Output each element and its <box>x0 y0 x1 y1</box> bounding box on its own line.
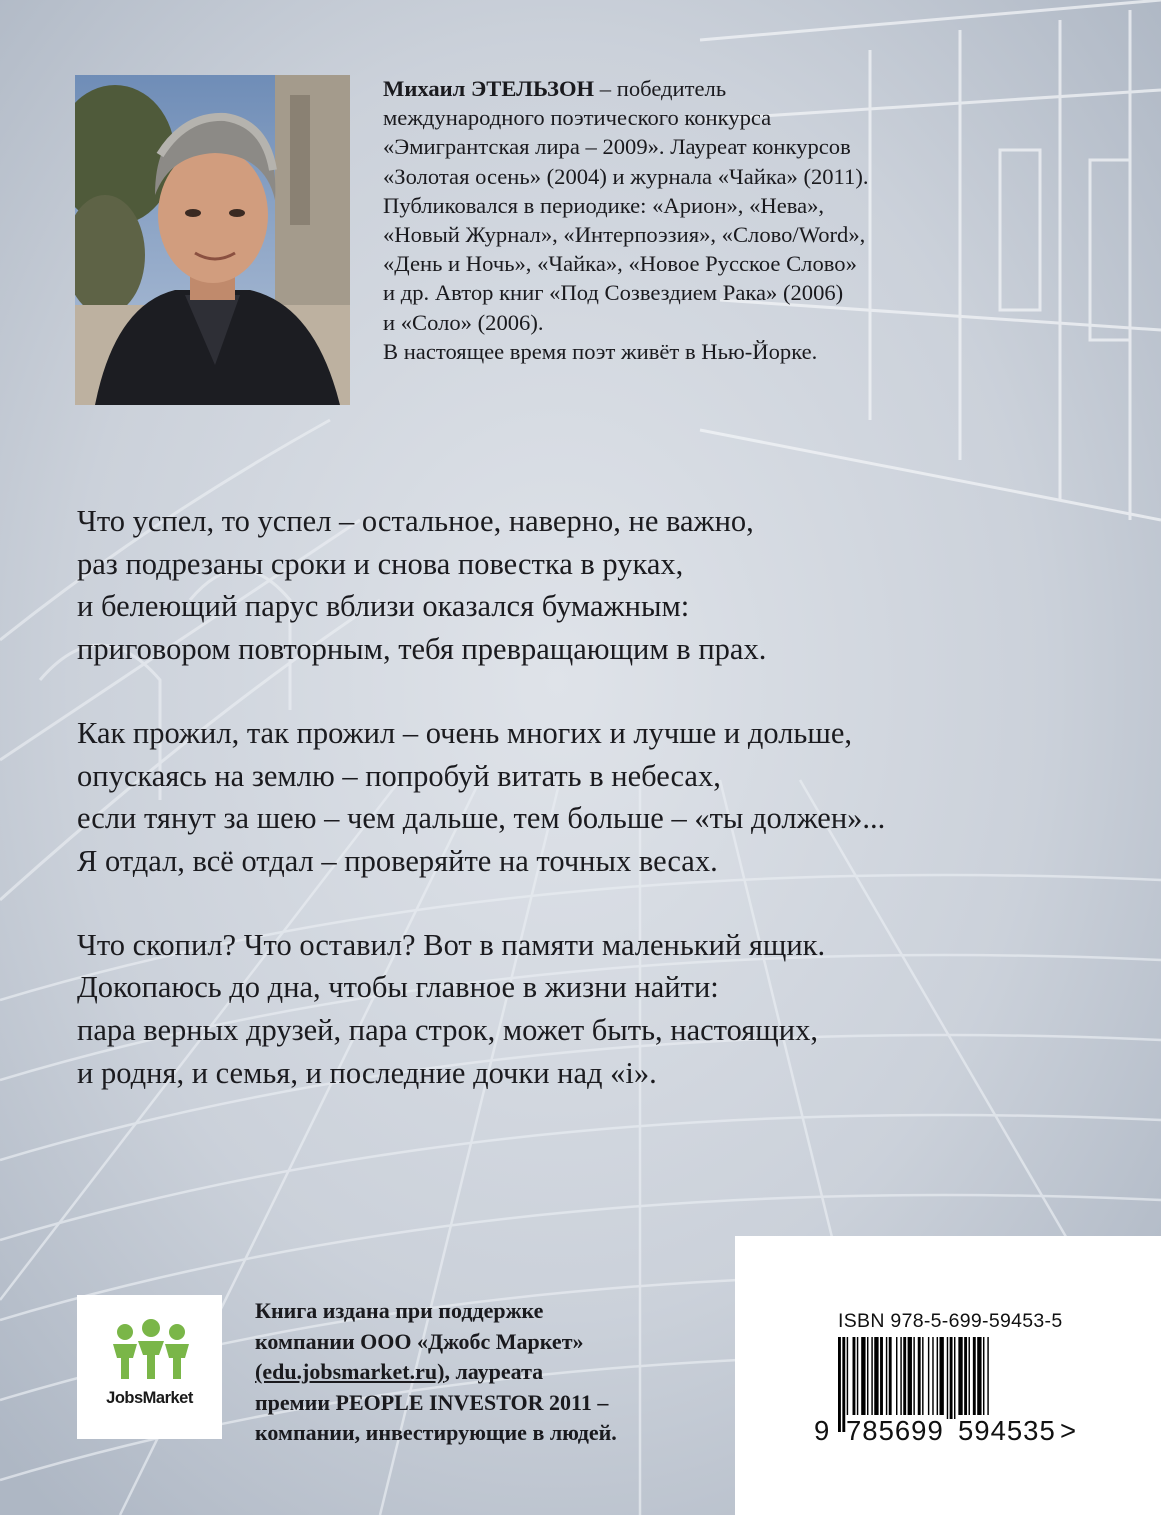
barcode-bar <box>973 1337 976 1419</box>
barcode-bar <box>867 1337 868 1419</box>
barcode-bar <box>847 1337 848 1419</box>
isbn-digit-end: > <box>1060 1415 1078 1446</box>
poem-line: опускаясь на землю – попробуй витать в небесах, <box>77 758 721 793</box>
poem-line: и родня, и семья, и последние дочки над «i». <box>77 1055 657 1090</box>
barcode-bar <box>932 1337 933 1419</box>
barcode-bar <box>886 1337 887 1419</box>
barcode-bar <box>969 1337 970 1419</box>
bio-line: «День и Ночь», «Чайка», «Новое Русское Слово» <box>383 251 857 277</box>
sponsor-line: премии PEOPLE INVESTOR 2011 – <box>255 1389 609 1415</box>
sponsor-line: компании ООО «Джобс Маркет» <box>255 1328 584 1354</box>
barcode-bar <box>940 1337 944 1419</box>
poem-line: и белеющий парус вблизи оказался бумажным: <box>77 589 690 624</box>
isbn-digit-first: 9 <box>814 1415 831 1446</box>
barcode-bar <box>937 1337 938 1419</box>
poem-line: приговором повторным, тебя превращающим в прах. <box>77 632 767 667</box>
sponsor-line: (edu.jobsmarket.ru), лауреата <box>255 1359 544 1385</box>
poem-line: Докопаюсь до дна, чтобы главное в жизни найти: <box>77 970 719 1005</box>
sponsor-line: компании, инвестирующие в людей. <box>255 1420 617 1446</box>
barcode-bar <box>838 1337 841 1432</box>
barcode-bar <box>964 1337 967 1419</box>
poem-stanza <box>77 924 885 1095</box>
author-photo <box>75 75 350 405</box>
poem-line: раз подрезаны сроки и снова повестка в руках, <box>77 546 684 581</box>
barcode-bar <box>896 1337 897 1419</box>
bio-line: и «Соло» (2006). <box>383 309 544 335</box>
isbn-label: ISBN 978-5-699-59453-5 <box>838 1310 1063 1332</box>
barcode-bar <box>903 1337 906 1419</box>
barcode-bar <box>947 1337 948 1419</box>
barcode-bar <box>983 1337 984 1419</box>
barcode-bar <box>861 1337 865 1419</box>
poem-line: Как прожил, так прожил – очень многих и лучше и дольше, <box>77 715 852 750</box>
bio-line: «Эмигрантская лира – 2009». Лауреат конкурсов <box>383 134 851 160</box>
barcode-bar <box>977 1337 981 1419</box>
barcode-bar <box>954 1337 955 1419</box>
poem-line: пара верных друзей, пара строк, может быть, настоящих, <box>77 1013 818 1048</box>
barcode-bar <box>880 1337 883 1419</box>
people-icon <box>77 1295 222 1385</box>
poem <box>77 500 885 1135</box>
poem-line: Что скопил? Что оставил? Вот в памяти маленький ящик. <box>77 927 826 962</box>
logo-text: JobsMarket <box>106 1389 193 1407</box>
sponsor-line: Книга издана при поддержке <box>255 1298 544 1323</box>
jobsmarket-logo <box>77 1295 222 1439</box>
poem-stanza <box>77 712 885 883</box>
barcode-bar <box>928 1337 929 1419</box>
poem-line: Я отдал, всё отдал – проверяйте на точных весах. <box>77 843 718 878</box>
poem-line: если тянут за шею – чем дальше, тем больше – «ты должен»... <box>77 801 886 836</box>
barcode-bar <box>853 1337 856 1419</box>
isbn-digit-group1: 785699 <box>846 1415 944 1446</box>
bio-line: В настоящее время поэт живёт в Нью-Йорке. <box>383 338 818 364</box>
barcode-bar <box>874 1337 878 1419</box>
bio-line: «Новый Журнал», «Интерпоэзия», «Слово/Word», <box>383 222 866 248</box>
author-bio <box>383 74 1083 366</box>
poem-line: Что успел, то успел – остальное, наверно, не важно, <box>77 504 754 538</box>
bio-line: «Золотая осень» (2004) и журнала «Чайка» (2011). <box>383 163 869 189</box>
barcode-bar <box>958 1337 962 1419</box>
barcode-bar <box>908 1337 912 1419</box>
poem-stanza <box>77 500 885 671</box>
author-name: Михаил ЭТЕЛЬЗОН <box>383 76 595 101</box>
bio-line: и др. Автор книг «Под Созвездием Рака» (2006) <box>383 280 844 306</box>
barcode-bar <box>922 1337 923 1419</box>
barcode-bar <box>871 1337 872 1419</box>
barcode-bar <box>900 1337 901 1419</box>
barcode-bar <box>889 1337 892 1419</box>
barcode-bar <box>857 1337 858 1419</box>
bio-line: Михаил ЭТЕЛЬЗОН – победитель <box>383 76 727 101</box>
barcode-bar <box>950 1337 953 1419</box>
bio-line: международного поэтического конкурса <box>383 105 772 131</box>
sponsor-note <box>255 1296 617 1449</box>
bio-line: Публиковался в периодике: «Арион», «Нева», <box>383 192 825 218</box>
barcode-bar <box>842 1337 845 1432</box>
isbn-digit-group2: 594535 <box>958 1415 1056 1446</box>
sponsor-website-link[interactable]: (edu.jobsmarket.ru) <box>255 1359 445 1385</box>
